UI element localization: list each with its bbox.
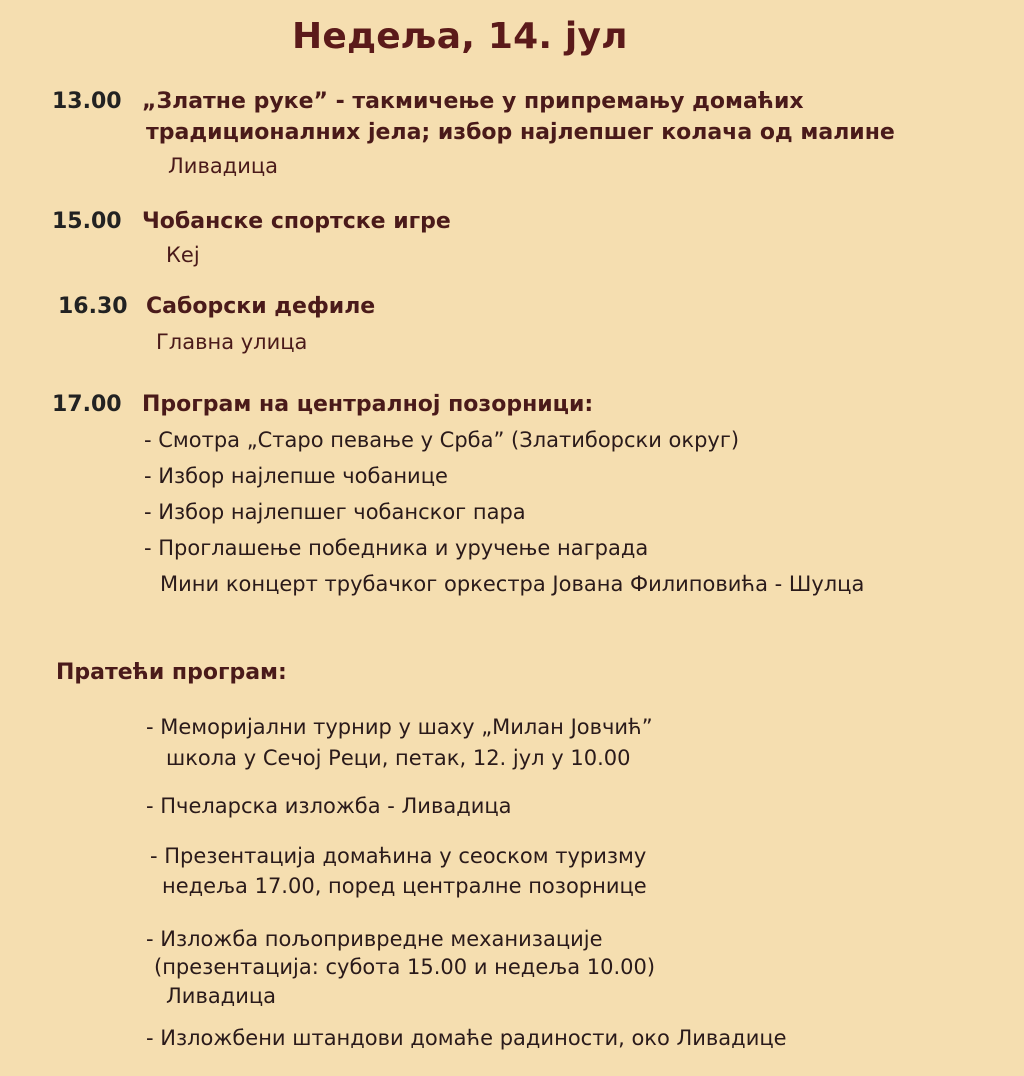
event-title-line: Саборски дефиле: [146, 294, 376, 319]
side-program-line: школа у Сечој Реци, петак, 12. јул у 10.00: [166, 746, 631, 770]
sub-item: Мини концерт трубачког оркестра Јована Филиповића - Шулца: [160, 572, 865, 596]
sub-item: - Проглашење победника и уручење награда: [144, 536, 649, 560]
event-time: 15.00: [52, 209, 122, 234]
event-title-line: Програм на централној позорници:: [142, 392, 594, 417]
side-program-line: - Меморијални турнир у шаху „Милан Јовчић”: [146, 715, 653, 739]
side-program-line: - Пчеларска изложба - Ливадица: [146, 794, 512, 818]
event-location: Кеј: [166, 243, 200, 267]
side-program-heading: Пратећи програм:: [56, 660, 287, 685]
sub-item: - Избор најлепше чобанице: [144, 464, 448, 488]
side-program-line: (презентација: субота 15.00 и недеља 10.00): [154, 955, 656, 979]
side-program-line: - Презентација домаћина у сеоском туризму: [150, 844, 647, 868]
side-program-line: недеља 17.00, поред централне позорнице: [162, 874, 647, 898]
event-title-line: „Златне руке” - такмичење у припремању домаћих: [142, 89, 804, 114]
sub-item: - Избор најлепшег чобанског пара: [144, 500, 526, 524]
event-time: 13.00: [52, 89, 122, 114]
event-time: 17.00: [52, 392, 122, 417]
side-program-line: - Изложбени штандови домаће радиности, око Ливадице: [146, 1026, 787, 1050]
event-location: Ливадица: [168, 154, 279, 178]
event-title-line: традиционалних јела; избор најлепшег колача од малине: [146, 120, 895, 145]
side-program-line: Ливадица: [166, 984, 277, 1008]
event-time: 16.30: [58, 294, 128, 319]
event-location: Главна улица: [156, 330, 308, 354]
event-title-line: Чобанске спортске игре: [142, 209, 451, 234]
side-program-line: - Изложба пољопривредне механизације: [146, 927, 603, 951]
sub-item: - Смотра „Старо певање у Срба” (Златиборски округ): [144, 428, 740, 452]
page-title: Недеља, 14. јул: [292, 16, 628, 57]
